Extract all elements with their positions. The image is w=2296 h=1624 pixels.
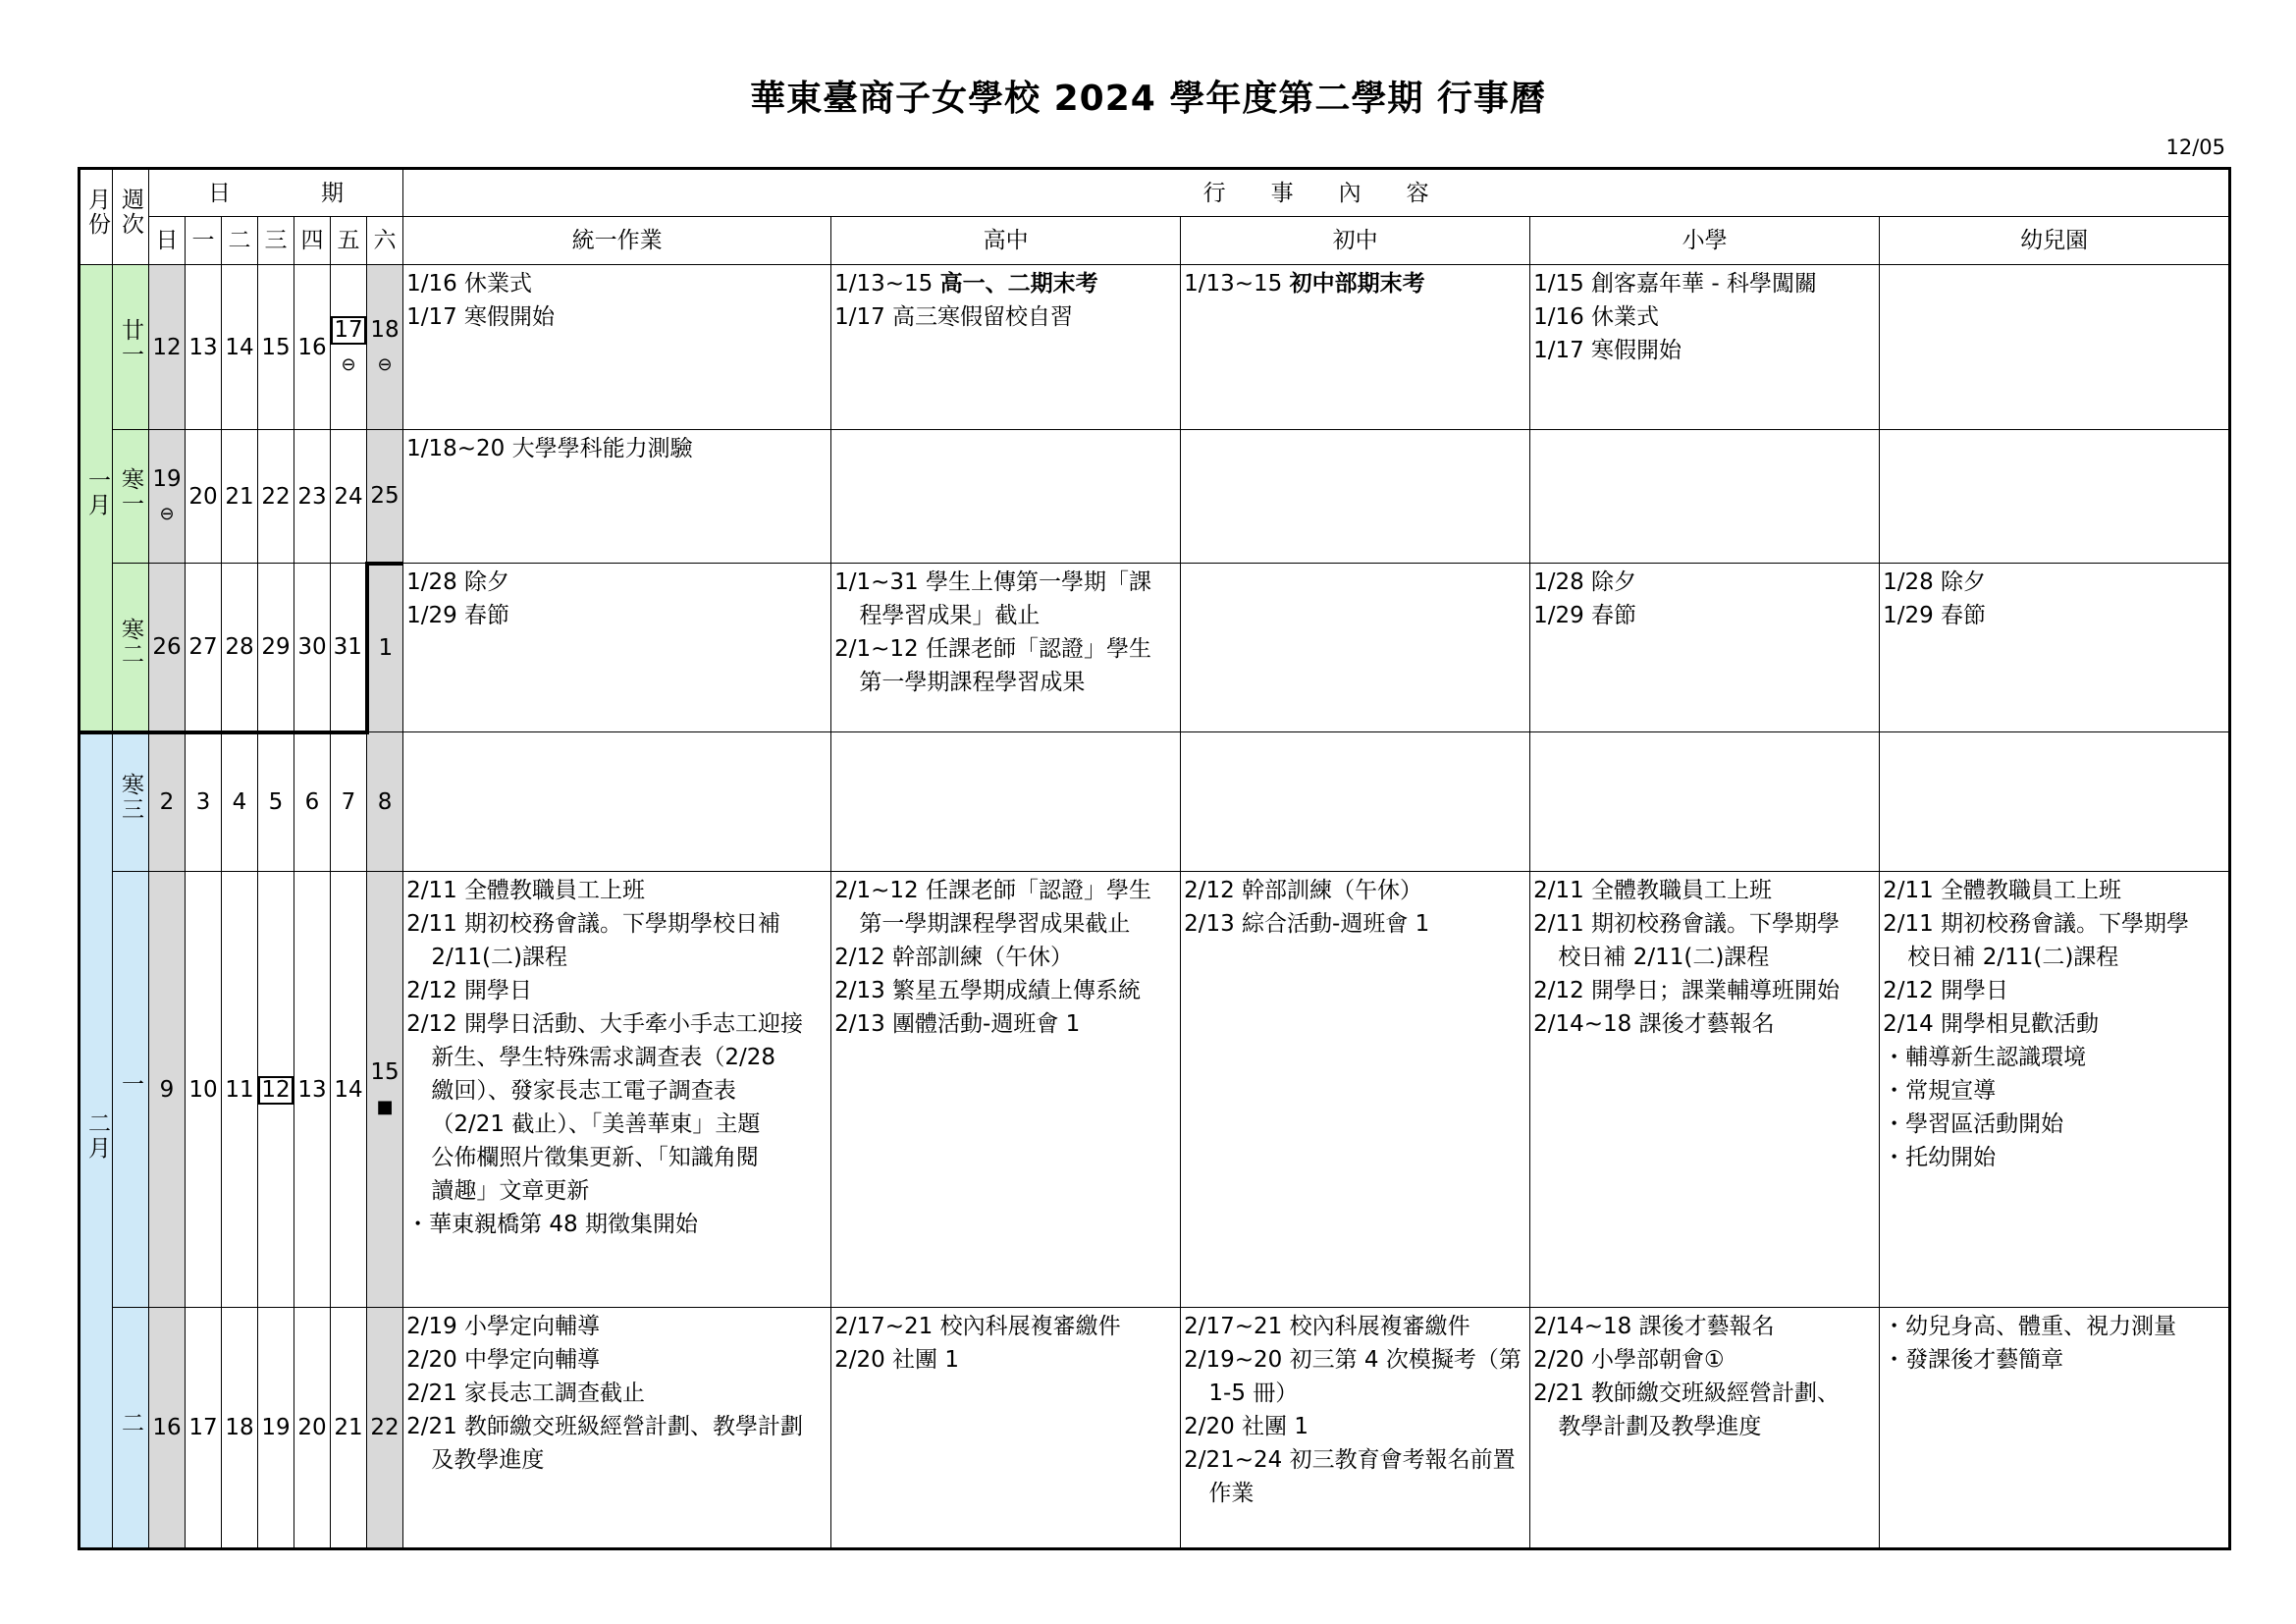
day-cell: 24 — [331, 430, 367, 564]
event-line: 1/13~15 高一、二期末考 — [834, 271, 1098, 297]
header-row-2 — [80, 217, 2230, 265]
event-line: 2/21 家長志工調查截止 — [406, 1380, 646, 1406]
day-header-wed: 三 — [258, 217, 294, 265]
day-cell: 1 — [367, 564, 403, 732]
events-primary — [1530, 564, 1880, 732]
dates-header: 日 期 — [149, 169, 403, 217]
event-line: 2/11 期初校務會議。下學期學 — [1533, 911, 1841, 937]
day-cell: 10 — [186, 872, 222, 1308]
events-junior — [1181, 1308, 1530, 1549]
day-cell: 23 — [294, 430, 331, 564]
day-cell: 21 — [331, 1308, 367, 1549]
day-cell: 6 — [294, 732, 331, 872]
day-cell: 19 ⊖ — [149, 430, 186, 564]
event-line: 2/13 綜合活動-週班會 1 — [1184, 911, 1430, 937]
week-label: 寒二 — [113, 564, 149, 732]
event-line: 公佈欄照片徵集更新、「知識角閱 — [431, 1145, 759, 1170]
events-unified — [403, 1308, 831, 1549]
event-line: 2/19 小學定向輔導 — [406, 1314, 601, 1339]
makeup-day-mark: ■ — [376, 1096, 394, 1117]
events-kinder — [1880, 872, 2230, 1308]
event-line: 1/17 高三寒假留校自習 — [834, 304, 1074, 330]
no-class-mark: ⊖ — [341, 353, 356, 375]
event-line: 1/1~31 學生上傳第一學期「課 — [834, 569, 1151, 595]
event-line: 第一學期課程學習成果 — [859, 670, 1086, 695]
events-junior — [1181, 265, 1530, 430]
day-cell: 21 — [222, 430, 258, 564]
day-cell: 22 — [367, 1308, 403, 1549]
events-senior — [831, 430, 1181, 564]
event-line: 2/21~24 初三教育會考報名前置 — [1184, 1447, 1516, 1473]
event-line: 2/1~12 任課老師「認證」學生 — [834, 878, 1151, 903]
day-cell: 27 — [186, 564, 222, 732]
day-cell: 15 ■ — [367, 872, 403, 1308]
events-primary — [1530, 265, 1880, 430]
event-line: 2/12 開學日 — [1883, 978, 2009, 1003]
header-row-1 — [80, 169, 2230, 217]
day-header-fri: 五 — [331, 217, 367, 265]
event-line: 2/20 小學部朝會① — [1533, 1347, 1725, 1373]
events-kinder — [1880, 564, 2230, 732]
event-line: ・學習區活動開始 — [1883, 1111, 2064, 1137]
events-junior — [1181, 732, 1530, 872]
event-line: ・發課後才藝簡章 — [1883, 1347, 2064, 1373]
events-unified — [403, 872, 831, 1308]
day-cell: 20 — [186, 430, 222, 564]
event-line: 2/11 期初校務會議。下學期學 — [1883, 911, 2190, 937]
no-class-mark: ⊖ — [159, 503, 175, 524]
event-line: 2/17~21 校內科展複審繳件 — [834, 1314, 1121, 1339]
event-line: 1/28 除夕 — [1883, 569, 1987, 595]
calendar-table — [78, 167, 2231, 1550]
day-cell: 14 — [331, 872, 367, 1308]
event-line: 新生、學生特殊需求調查表（2/28 — [431, 1045, 776, 1070]
events-unified — [403, 564, 831, 732]
event-line: 2/21 教師繳交班級經營計劃、教學計劃 — [406, 1414, 804, 1439]
events-kinder — [1880, 732, 2230, 872]
event-line: 2/11 全體教職員工上班 — [1533, 878, 1773, 903]
event-line: 程學習成果」截止 — [859, 603, 1041, 628]
day-cell: 17 ⊖ — [331, 265, 367, 430]
page-title: 華東臺商子女學校 2024 學年度第二學期 行事曆 — [750, 79, 1546, 119]
event-line: 1/28 除夕 — [1533, 569, 1637, 595]
week-label: 一 — [113, 872, 149, 1308]
event-line: 2/20 中學定向輔導 — [406, 1347, 601, 1373]
event-line: 1/17 寒假開始 — [406, 304, 556, 330]
events-unified — [403, 265, 831, 430]
event-line: 讀趣」文章更新 — [431, 1178, 590, 1204]
day-cell: 11 — [222, 872, 258, 1308]
events-junior — [1181, 430, 1530, 564]
day-cell: 14 — [222, 265, 258, 430]
day-cell: 30 — [294, 564, 331, 732]
events-primary — [1530, 1308, 1880, 1549]
event-line: 第一學期課程學習成果截止 — [859, 911, 1131, 937]
event-line: 作業 — [1208, 1481, 1255, 1506]
events-kinder — [1880, 1308, 2230, 1549]
events-senior — [831, 732, 1181, 872]
events-primary — [1530, 430, 1880, 564]
event-line: 2/1~12 任課老師「認證」學生 — [834, 636, 1151, 662]
day-cell: 7 — [331, 732, 367, 872]
day-cell: 18 ⊖ — [367, 265, 403, 430]
section-header-senior: 高中 — [831, 217, 1181, 265]
event-line: 2/13 繁星五學期成績上傳系統 — [834, 978, 1142, 1003]
day-cell: 17 — [186, 1308, 222, 1549]
events-primary — [1530, 872, 1880, 1308]
day-cell: 26 — [149, 564, 186, 732]
week-row — [80, 265, 2230, 430]
day-cell: 3 — [186, 732, 222, 872]
event-line: 及教學進度 — [431, 1447, 545, 1473]
event-line: 2/12 開學日；課業輔導班開始 — [1533, 978, 1841, 1003]
events-unified — [403, 732, 831, 872]
event-line: 2/14 開學相見歡活動 — [1883, 1011, 2100, 1037]
revision-date: 12/05 — [2165, 135, 2225, 159]
week-label: 廿一 — [113, 265, 149, 430]
events-senior — [831, 1308, 1181, 1549]
event-line: 2/13 團體活動-週班會 1 — [834, 1011, 1081, 1037]
day-cell: 31 — [331, 564, 367, 732]
event-line: 2/19~20 初三第 4 次模擬考（第 — [1184, 1347, 1522, 1373]
event-line: ・常規宣導 — [1883, 1078, 1997, 1104]
event-line: 2/20 社團 1 — [1184, 1414, 1308, 1439]
day-cell: 2 — [149, 732, 186, 872]
month-label-jan: 一月 — [80, 265, 113, 732]
events-junior — [1181, 872, 1530, 1308]
section-header-unified: 統一作業 — [403, 217, 831, 265]
event-line: 1/29 春節 — [406, 603, 510, 628]
no-class-mark: ⊖ — [377, 353, 393, 375]
section-header-junior: 初中 — [1181, 217, 1530, 265]
day-cell: 12 — [149, 265, 186, 430]
event-line: 繳回）、發家長志工電子調查表 — [431, 1078, 736, 1104]
day-header-thu: 四 — [294, 217, 331, 265]
event-line: 2/11 全體教職員工上班 — [1883, 878, 2122, 903]
week-label: 寒三 — [113, 732, 149, 872]
day-cell: 15 — [258, 265, 294, 430]
day-header-sun: 日 — [149, 217, 186, 265]
event-line: 1/28 除夕 — [406, 569, 510, 595]
day-cell: 22 — [258, 430, 294, 564]
event-line: 1/15 創客嘉年華 - 科學闖關 — [1533, 271, 1817, 297]
events-kinder — [1880, 430, 2230, 564]
week-row — [80, 564, 2230, 732]
section-header-primary: 小學 — [1530, 217, 1880, 265]
event-line: 1/16 休業式 — [406, 271, 533, 297]
event-line: 2/12 幹部訓練（午休） — [834, 945, 1074, 970]
events-senior — [831, 872, 1181, 1308]
event-line: 2/17~21 校內科展複審繳件 — [1184, 1314, 1470, 1339]
day-cell: 29 — [258, 564, 294, 732]
day-cell: 13 — [186, 265, 222, 430]
event-line: 2/12 開學日活動、大手牽小手志工迎接 — [406, 1011, 804, 1037]
event-line: 2/20 社團 1 — [834, 1347, 959, 1373]
week-row — [80, 1308, 2230, 1549]
event-line: 校日補 2/11(二)課程 — [1558, 945, 1770, 970]
event-line: 2/21 教師繳交班級經營計劃、 — [1533, 1380, 1841, 1406]
day-cell: 16 — [149, 1308, 186, 1549]
event-line: 2/11(二)課程 — [431, 945, 567, 970]
events-primary — [1530, 732, 1880, 872]
day-header-sat: 六 — [367, 217, 403, 265]
events-kinder — [1880, 265, 2230, 430]
day-cell: 18 — [222, 1308, 258, 1549]
month-label-feb: 二月 — [80, 732, 113, 1549]
event-line: 1/17 寒假開始 — [1533, 338, 1682, 363]
day-cell: 12 — [258, 872, 294, 1308]
event-line: ・輔導新生認識環境 — [1883, 1045, 2087, 1070]
events-senior — [831, 265, 1181, 430]
day-cell: 13 — [294, 872, 331, 1308]
day-cell: 4 — [222, 732, 258, 872]
day-cell: 28 — [222, 564, 258, 732]
day-cell: 25 — [367, 430, 403, 564]
day-cell: 19 — [258, 1308, 294, 1549]
section-header-kinder: 幼兒園 — [1880, 217, 2230, 265]
day-cell: 20 — [294, 1308, 331, 1549]
events-unified — [403, 430, 831, 564]
week-header: 週次 — [113, 169, 149, 265]
week-label: 寒一 — [113, 430, 149, 564]
week-row — [80, 732, 2230, 872]
event-line: ・華東親橋第 48 期徵集開始 — [406, 1212, 698, 1237]
event-line: 2/14~18 課後才藝報名 — [1533, 1011, 1775, 1037]
day-cell: 9 — [149, 872, 186, 1308]
week-label: 二 — [113, 1308, 149, 1549]
event-line: 1/29 春節 — [1533, 603, 1637, 628]
event-line: 2/11 全體教職員工上班 — [406, 878, 646, 903]
week-row — [80, 430, 2230, 564]
event-line: （2/21 截止）、「美善華東」主題 — [431, 1111, 761, 1137]
event-line: 1/29 春節 — [1883, 603, 1987, 628]
event-line: ・托幼開始 — [1883, 1145, 1997, 1170]
event-line: 1/18~20 大學學科能力測驗 — [406, 436, 693, 461]
day-header-mon: 一 — [186, 217, 222, 265]
day-cell: 8 — [367, 732, 403, 872]
day-cell: 16 — [294, 265, 331, 430]
month-header: 月份 — [80, 169, 113, 265]
day-header-tue: 二 — [222, 217, 258, 265]
event-line: 教學計劃及教學進度 — [1558, 1414, 1762, 1439]
event-line: 校日補 2/11(二)課程 — [1907, 945, 2119, 970]
event-line: 2/14~18 課後才藝報名 — [1533, 1314, 1775, 1339]
events-junior — [1181, 564, 1530, 732]
event-line: 1-5 冊） — [1208, 1380, 1299, 1406]
event-line: 2/11 期初校務會議。下學期學校日補 — [406, 911, 781, 937]
events-header: 行 事 內 容 — [403, 169, 2230, 217]
week-row — [80, 872, 2230, 1308]
events-senior — [831, 564, 1181, 732]
event-line: ・幼兒身高、體重、視力測量 — [1883, 1314, 2177, 1339]
day-cell: 5 — [258, 732, 294, 872]
event-line: 2/12 開學日 — [406, 978, 533, 1003]
event-line: 2/12 幹部訓練（午休） — [1184, 878, 1423, 903]
event-line: 1/16 休業式 — [1533, 304, 1660, 330]
event-line: 1/13~15 初中部期末考 — [1184, 271, 1425, 297]
